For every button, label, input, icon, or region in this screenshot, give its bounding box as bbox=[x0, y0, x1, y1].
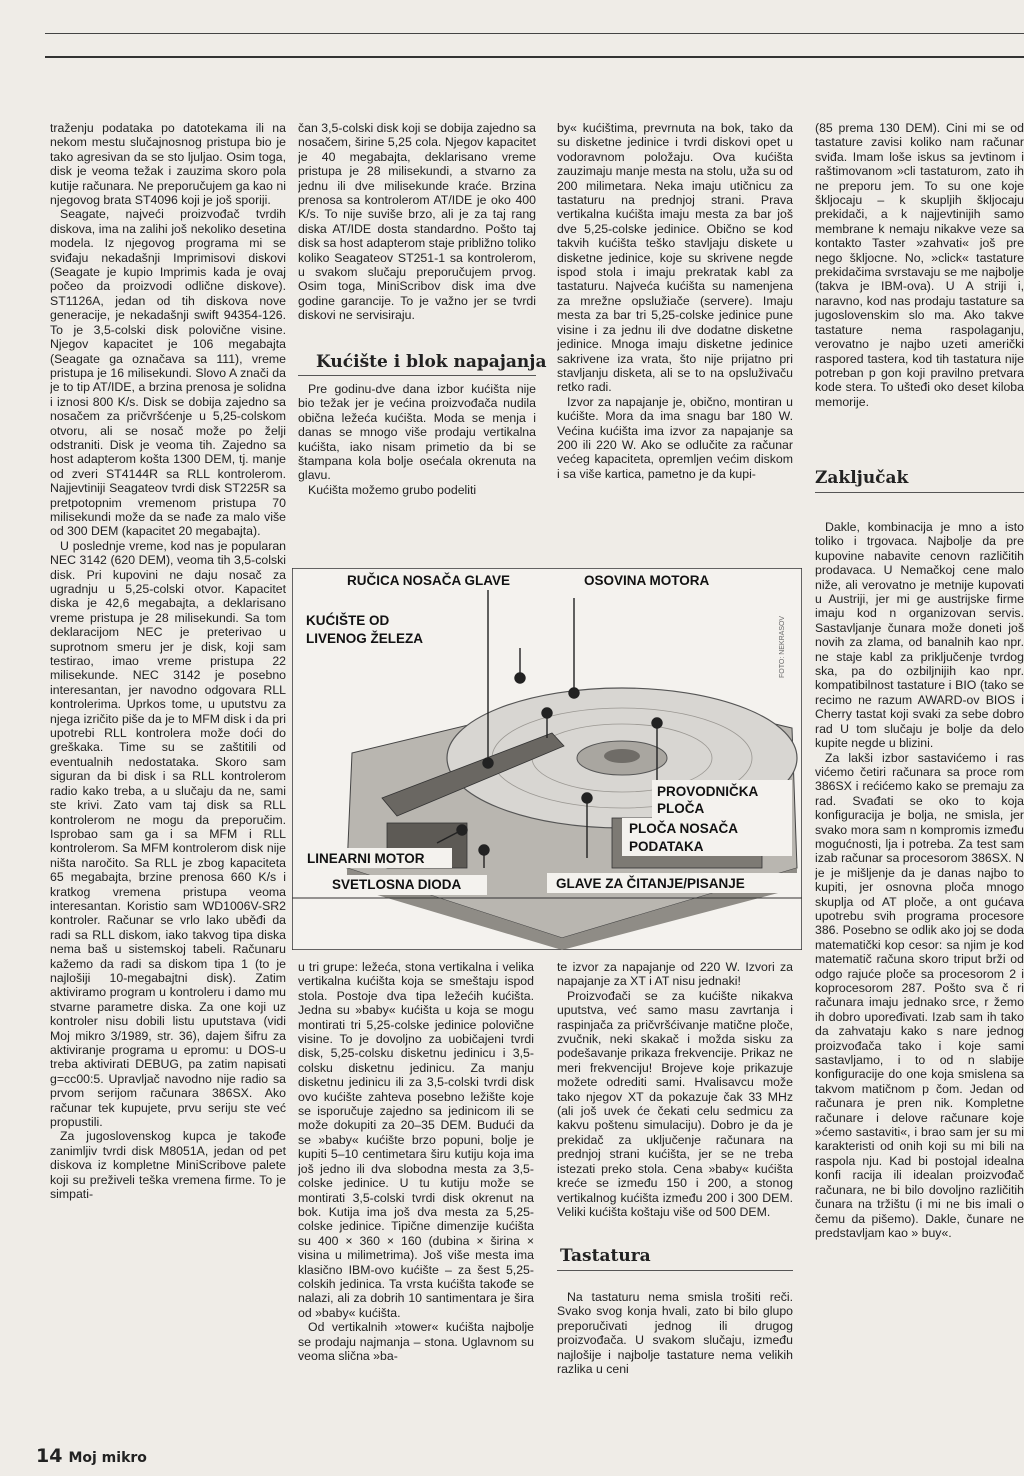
column-2-bottom bbox=[298, 960, 534, 1390]
label-spindle: OSOVINA MOTORA bbox=[584, 573, 710, 588]
paragraph: traženju podataka po datotekama ili na nekom mestu slučajnosnog pristupa bio je tako agresivan da se sto ljuljao. Osim toga, disk je veoma težak i zauzima skoro pola kutije računara. Ne preporučujem ga kao ni njegovog brata ST4096 koji je još sporiji. bbox=[50, 121, 286, 208]
label-heads: GLAVE ZA ČITANJE/PISANJE bbox=[556, 876, 745, 891]
paragraph: Seagate, najveći proizvođač tvrdih diskova, ima na zalihi još nekoliko desetina modela. Iz njegovog programa mi se sviđaju nekadašnji Imprimisovi diskovi (Seagate je kupio Imprimis kada je ovaj počeo da proizvodi odlične diskove). ST1126A, jedan od tih diskova nove generacije, je nekadašnji swift 94354-126. To je 3,5-colski disk polovične visine. Njegov kapacitet je 106 megabajta (Seagate ga označava sa 111), vreme pristupa je 16 milisekundi. Slovo A znači da je to tip AT/IDE, a brzina prenosa je solidna i iznosi 800 K/s. Disk se dobija zajedno sa nosačem za pričvršćenje u 5,25-colskom otvoru, ali se nosač može po želji odstraniti. Disk je veoma tih. Zajedno sa host adapterom košta 1300 DEM, tj. manje od zveri ST4144R sa RLL kontrolerom. Najjevtiniji Seagateov tvrdi disk ST225R sa pretpotopnim vremenom pristupa 70 milisekundi može da se nađe za malo više od 300 DEM (kapacitet 20 megabajta). bbox=[50, 207, 286, 539]
paragraph: Izvor za napajanje je, obično, montiran u kućište. Mora da ima snagu bar 180 W. Većina kućišta ima izvor za napajanje sa 200 ili 220 W. Ako se odlučite za računar većeg kapaciteta, opremljen većim diskom i sa više kartica, pametno je da kupi- bbox=[557, 394, 793, 481]
heading-rule bbox=[298, 375, 536, 376]
label-linear-motor: LINEARNI MOTOR bbox=[307, 851, 425, 866]
magazine-name: Moj mikro bbox=[68, 1450, 147, 1466]
column-2-top bbox=[298, 121, 536, 373]
label-platter-line1: PLOČA NOSAČA bbox=[629, 821, 739, 836]
label-case-line1: KUĆIŠTE OD bbox=[306, 613, 390, 628]
label-case-line2: LIVENOG ŽELEZA bbox=[306, 631, 424, 646]
paragraph: Kućišta možemo grubo podeliti bbox=[308, 482, 477, 497]
section-heading-keyboard: Tastatura bbox=[560, 1246, 651, 1266]
paragraph: u tri grupe: ležeća, stona vertikalna i velika vertikalna kućišta koja se smeštaju ispod stola. Postoje dva tipa ležećih kućišta. Jedna su »baby« kućišta u koja se mogu montirati tri 5,25-colske jedinice polovične visine. To je dovoljno za uobičajeni tvrdi disk, 5,25-colsku disketnu jedinicu i 3,5-colsku disketnu jedinicu. Za manju disketnu jedinicu ili za 3,5-colski tvrdi disk ovo kućište zahteva posebno ležište koje se isporučuje zajedno sa jedinicom ili se može dokupiti za 20–35 DEM. Budući da se »baby« kućište brzo popuni, bolje je kupiti 5–10 centimetara širu kutiju koja ima još jedno ili dva slobodna mesta za 3,5-colske jedinice. U tu kutiju može se montirati 3,5-colski tvrdi disk okrenut na bok. Kutija ima još dva mesta za 5,25-colske jedinice. Tipične dimenzije kućišta su 400 × 360 × 160 (dubina × širina × visina u milimetrima). Još više mesta ima klasično IBM-ovo kućište – za šest 5,25-colskih jedinica. Ta vrsta kućišta takođe se nalazi, ali za dobrih 10 santimentara je šira od »baby« kućišta. bbox=[298, 960, 534, 1320]
heading-rule bbox=[815, 492, 1024, 493]
label-pcb-line1: PROVODNIČKA bbox=[657, 784, 759, 799]
paragraph: čan 3,5-colski disk koji se dobija zajedno sa nosačem, širine 5,25 cola. Njegov kapacitet je 40 megabajta, deklarisano vreme pristupa je 28 milisekundi, a stvarno za jednu ili dve milisekunde kraće. Brzina prenosa sa kontrolerom AT/IDE je oko 400 K/s. To nije suviše brzo, ali je za taj rang diska AT/IDE dosta standardno. Pošto taj disk sa host adapterom staje približno toliko koliko Seagateov ST251-1 sa kontrolerom, u svakom slučaju preporučujem prvog. Osim toga, MiniScribov disk ima dve godine garancije. To je važno jer se tvrdi diskovi ne servisiraju. bbox=[298, 121, 536, 323]
column-4-bottom bbox=[815, 520, 1024, 1360]
photo-credit: FOTO: NEKRASOV bbox=[779, 615, 786, 678]
label-platter-line2: PODATAKA bbox=[629, 839, 704, 854]
top-rule-bold bbox=[45, 56, 1024, 58]
paragraph: U poslednje vreme, kod nas je popularan NEC 3142 (620 DEM), veoma tih 3,5-colski disk. Pri kupovini ne daju nosač za ugradnju u 5,25-colski otvor. Kapacitet diska je 42,6 megabajta, a deklarisano vreme pristupa je 28 milisekundi. Sa tom deklaracijom NEC je preterivao u suprotnom smeru jer je disk, koji sam testirao, imao vreme pristupa 22 milisekunde. NEC 3142 je posebno interesantan, jer navodno odgovara RLL kontrolerima. Uprkos tome, u uputstvu za njega izričito piše da je to MFM disk i da pri upotrebi RLL kontrolera može doći do greškaka. Time su se zaštitili od eventualnih nedostataka. Skoro sam siguran da bi disk i sa RLL kontrolerom radio kako treba, a u slučaju da ne, sami ste krivi. Zato vam taj disk sa RLL kontrolerom ne mogu da preporučim. Isprobao sam ga i sa MFM i RLL kontrolerom. Sa MFM kontrolerom disk nije ništa naročito. Sa RLL je zbog kapaciteta 65 megabajta, brzine prenosa 660 K/s i kratkog vremena pristupa veoma interesantan. Koristio sam WD1006V-SR2 kontroler. Računar se vrlo lako uběđi da radi sa RLL diskom, iako takvog tipa diska nema baš u sistemskoj tabeli. Računaru kažemo da radi sa diskom tipa 1 (to je najlošiji 10-megabajtni disk). Zatim aktiviramo program u kontroleru i damo mu stvarne parametre diska. Za one koji uz kontroler nisu dobili listu uputstava (vidi Moj mikro 3/1989, str. 36), dajem šifru za aktiviranje programa u epromu: u DOS-u treba aktivirati DEBUG, pa zatim napisati g=cc00:5. Upravljač navodno nije radio sa prvom serijom računara 386SX. Ako računar tek kupujete, prvu seriju ste već propustili. bbox=[50, 538, 286, 1130]
label-head-arm: RUČICA NOSAČA GLAVE bbox=[347, 573, 511, 588]
column-3-top bbox=[557, 121, 793, 561]
paragraph: Dakle, kombinacija je mno a isto toliko i trgovaca. Najbolje da pre kupovine nabavite cenovn različitih prodavaca. U Nemačkoj cene malo niže, ali verovatno je metnije kupovati u Austriji, jer mi ge austrijske firme imaju kod n organizovan servis. Sastavljanje čunara može doneti još novih za zlama, od banalnih kao npr. ne staje kabl za priključenje tvrdog ska, pa do ozbiljnijih kao npr. kompatibilnost tastature i BIO (tako se recimo ne razum AWARD-ov BIOS i Cherry tastat koji svaki za sebe dobro rad U tom slučaju je bolje da delo kupite negde u blizini. bbox=[815, 520, 1024, 751]
column-4-top bbox=[815, 121, 1024, 451]
column-2-mid bbox=[298, 382, 536, 560]
paragraph: Od vertikalnih »tower« kućišta najbolje se prodaju najmanja – stona. Uglavnom su veoma slična »ba- bbox=[298, 1320, 534, 1363]
paragraph: Za lakši izbor sastavićemo i ras vićemo četiri računara sa proce rom 386SX i rećićemo kako se premaju za rad. Svađati se oko to koja konfiguracija je bolja, ne smisla, jer svako mora sam n kompromis između mogućnosti, lja i potreba. Za test sam izab računar sa procesorom 386SX. N je je mišljenje da je danas najbo to kupiti, jer osnovna ploča mnogo skuplja od AT ploče, a ont gućava upotrebu svih programa procesore 386. Posebno se odlik ako joj se doda matematički kop cesor: sa njim je kod matematič računa skoro triput brži od odgo rajuće ploče sa procesorom 2 i koprocesorom 287. Pošto sva č ri računara imaju jednako srce, r žemo ih dobro upoređivati. Izab sam ih tako da zahvataju kako s nare jednog proizvođača tako i koje sami sastavljamo, i to od n slabije konfiguracije do one koja smislena sa takvom matičnom p čom. Jedan od računara je pren nik. Kompletne računare i delove računare koje »ćemo sastaviti«, i brao sam jer su mi karakteristi od onih koji su mi bili na raspola nju. Kad bi postojal idealna konfi racija ili idealan proizvođač računara, ne bi bilo dovoljno različitih čunara na tržištu (i mi ne bis imali o čemu da pišemo). Dakle, čunare ne predstavljam kao » buy«. bbox=[815, 750, 1024, 1240]
paragraph: Pre godinu-dve dana izbor kućišta nije bio težak jer je većina proizvođača nudila obična ležeća kućišta. Moda se menja i danas se mnogo više prodaju vertikalna kućišta, iako nisam primetio da bi se štampana kola bolje osećala okrenuta na glavu. bbox=[298, 382, 536, 483]
label-pcb-line2: PLOČA bbox=[657, 801, 705, 816]
spindle bbox=[604, 749, 640, 763]
heading-rule bbox=[557, 1270, 793, 1271]
section-heading-conclusion: Zaključak bbox=[815, 468, 909, 488]
paragraph: Proizvođači se za kućište nikakva uputstva, već samo masu zavrtanja i raspinjača za pričvršćivanje matične ploče, zvučnik, neki skakač i možda sisku za podešavanje prikaza frekvencije. Prikaz ne meri frekvenciju! Brojeve koje prikazuje možete odrediti sami. Hvalisavcu može tako njegov XT da pokazuje čak 33 MHz (ali još uvek će čekati celu sedmicu za kakvu poštenu simulaciju). Dobro je da je prekidač za uključenje računara na prednjoj strani kućišta, jer se ne treba istezati preko stola. Cena »baby« kućišta kreće se između 150 i 200, a stonog vertikalnog kućišta između 200 i 300 DEM. Veliki kućišta koštaju više od 500 DEM. bbox=[557, 988, 793, 1219]
paragraph: Za jugoslovenskog kupca je takođe zanimljiv tvrdi disk M8051A, jedan od pet diskova iz kompletne MiniScribove palete koji su preživeli teška vremena firme. To je simpati- bbox=[50, 1129, 286, 1202]
column-3-bottom bbox=[557, 960, 793, 1265]
column-1 bbox=[50, 121, 286, 1383]
paragraph: (85 prema 130 DEM). Cini mi se od tastature zavisi koliko nam računar sviđa. Imam loše iskus sa jevtinom i raštimovanom »cli tastaturom, zato ih ne preporu jem. To su one koje škljocaju – k skupljih škljocaju prekidači, a k najjevtinijih samo membrane k nemaju nikakve veze sa kontakto Taster »zahvati« još pre nego škljocne. No, »click« tastature prekidačima svrstavaju se me najbolje (takva je IBM-ova). U A striji i, naravno, kod nas prodaju tastature sa jugoslovenskim slo ma. Ako takve tastature nema raspolaganju, verovatno je najbo uzeti američki raspored tastera, kod tih tastatura nije potreban p gon koji pravilno pretvara kode stera. To ušteđi oko deset kiloba memorije. bbox=[815, 121, 1024, 409]
label-led: SVETLOSNA DIODA bbox=[332, 877, 462, 892]
paragraph: Na tastaturu nema smisla trošiti reči. Svako svog konja hvali, zato bi bilo glupo preporučivati jednog ili drugog proizvođača. U svakom slučaju, između najlošije i najbolje tastature nema velikih razlika u ceni bbox=[557, 1290, 793, 1377]
hard-disk-figure bbox=[292, 568, 802, 950]
page-footer bbox=[36, 1445, 147, 1467]
top-rule bbox=[45, 33, 1024, 34]
page-number: 14 bbox=[36, 1445, 63, 1467]
column-3-last bbox=[557, 1290, 793, 1390]
paragraph: by« kućištima, prevrnuta na bok, tako da su disketne jedinice i tvrdi diskovi opet u vodoravnom položaju. Ova kućišta zauzimaju manje mesta na stolu, uža su od 200 milimetara. Neka imaju utičnicu za tastaturu na prednjoj strani. Prava vertikalna kućišta imaju mesta za bar još dve 5,25-colske jedinice. Obično se kod takvih kućišta teško stavljaju diskete u disketne jedinice, koje su skrivene negde ispod stola i imaju prekratak kabl za tastaturu. Najveća kućišta su namenjena za mrežne opslužiače (servere). Imaju mesta za bar tri 5,25-colske jedinice pune visine i za jednu ili dve dodatne disketne jedinice. Mnoga imaju disketne jedinice sakrivene iza vrata, što nije prijatno pri stavljanju disketa, ali se to na opsluživaču retko radi. bbox=[557, 121, 793, 395]
paragraph: te izvor za napajanje od 220 W. Izvori za napajanje za XT i AT nisu jednaki! bbox=[557, 960, 793, 989]
section-heading-case: Kućište i blok napajanja bbox=[316, 352, 547, 372]
